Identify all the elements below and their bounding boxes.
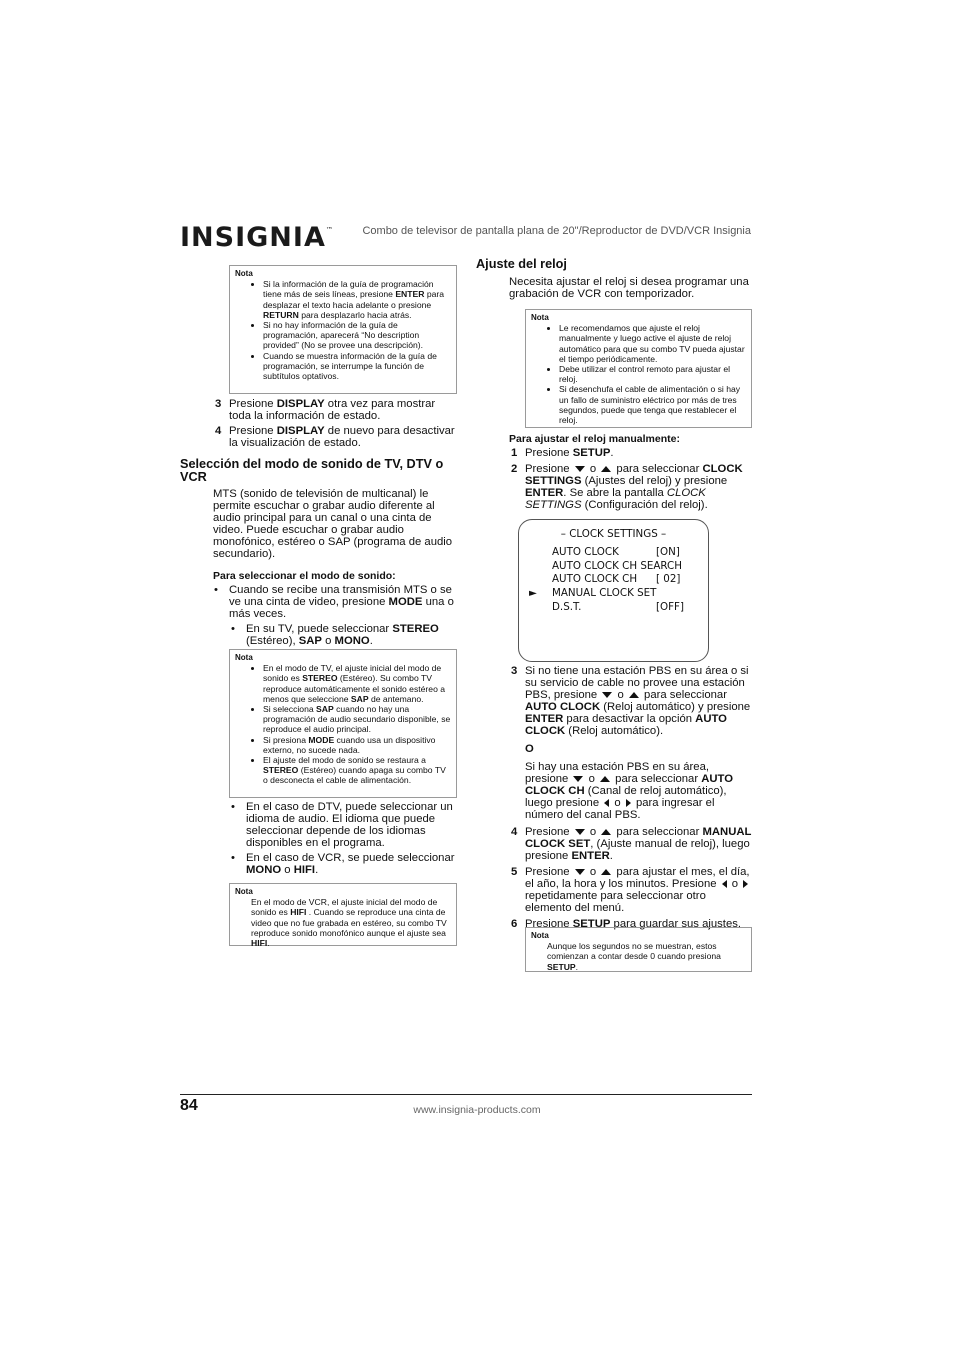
osd-value-dst: [OFF] bbox=[656, 601, 684, 613]
down-arrow-icon bbox=[602, 692, 612, 698]
clock-step-4: 4 Presione o para seleccionar MANUAL CLOCK SET, (Ajuste manual de reloj), luego presione ENTER. bbox=[511, 826, 752, 862]
step-3-display: 3 Presione DISPLAY otra vez para mostrar toda la información de estado. bbox=[215, 398, 436, 422]
sound-intro: MTS (sonido de televisión de multicanal) le permite escuchar o grabar audio diferente al audio principal para un canal o una cinta de video. Puede escuchar o grabar audio monofónico, estéreo o SAP (programa de audio secundario). bbox=[213, 488, 453, 560]
down-arrow-icon bbox=[573, 776, 583, 782]
osd-row-manual-clock-set: MANUAL CLOCK SET bbox=[552, 587, 657, 599]
note-seconds bbox=[525, 927, 752, 972]
clock-settings-screen bbox=[518, 519, 709, 662]
down-arrow-icon bbox=[575, 466, 585, 472]
left-arrow-icon bbox=[604, 799, 609, 807]
up-arrow-icon bbox=[601, 869, 611, 875]
osd-value-auto-clock: [ON] bbox=[656, 546, 680, 558]
down-arrow-icon bbox=[575, 829, 585, 835]
osd-row-auto-clock: AUTO CLOCK bbox=[552, 546, 619, 558]
clock-lead: Para ajustar el reloj manualmente: bbox=[509, 433, 680, 445]
clock-step-5: 5 Presione o para ajustar el mes, el día, el año, la hora y los minutos. Presione o repetidamente para seleccionar otro elemento del menú. bbox=[511, 866, 750, 914]
up-arrow-icon bbox=[601, 466, 611, 472]
section-heading-sound: Selección del modo de sonido de TV, DTV o VCR bbox=[180, 457, 444, 484]
clock-step-3-alt: Si hay una estación PBS en su área, presione o para seleccionar AUTO CLOCK CH (Canal de reloj automático), luego presione o para ingresar el número del canal PBS. bbox=[525, 761, 734, 821]
note-label: Nota bbox=[235, 269, 253, 278]
note-item: • El ajuste del modo de sonido se restaura a STEREO (Estéreo) cuando apaga su combo TV o desconecta el cable de alimentación. bbox=[263, 755, 451, 786]
clock-step-2: 2 Presione o para seleccionar CLOCK SETTINGS (Ajustes del reloj) y presione ENTER. Se abre la pantalla CLOCK SETTINGS (Configuración del reloj). bbox=[511, 463, 743, 511]
clock-step-6: 6 Presione SETUP para guardar sus ajustes. bbox=[511, 918, 742, 930]
note-clock bbox=[525, 309, 752, 428]
step-4-display: 4 Presione DISPLAY de nuevo para desactivar la visualización de estado. bbox=[215, 425, 455, 449]
bullet-mts: • Cuando se recibe una transmisión MTS o se ve una cinta de video, presione MODE una o más veces. bbox=[214, 584, 454, 620]
footer-url: www.insignia-products.com bbox=[413, 1104, 541, 1116]
note-item: • Si desenchufa el cable de alimentación o si hay un fallo de suministro eléctrico por más de tres segundos, puede que tenga que restablecer el reloj. bbox=[559, 384, 746, 425]
note-item: • Si presiona MODE cuando usa un dispositivo externo, no sucede nada. bbox=[263, 735, 451, 755]
page-number: 84 bbox=[180, 1097, 198, 1114]
bullet-tv-options: • En su TV, puede seleccionar STEREO (Estéreo), SAP o MONO. bbox=[231, 623, 439, 647]
bullet-vcr: • En el caso de VCR, se puede seleccionar MONO o HIFI. bbox=[231, 852, 455, 876]
note-item: • Cuando se muestra información de la guía de programación, se interrumpe la función de subtítulos optativos. bbox=[263, 351, 451, 382]
note-item: • En el modo de TV, el ajuste inicial del modo de sonido es STEREO (Estéreo). Su combo TV reproduce automáticamente el sonido estéreo a menos que seleccione SAP de antemano. bbox=[263, 663, 451, 704]
osd-row-dst: D.S.T. bbox=[552, 601, 582, 613]
up-arrow-icon bbox=[629, 692, 639, 698]
note-label: Nota bbox=[235, 887, 253, 896]
clock-intro: Necesita ajustar el reloj si desea programar una grabación de VCR con temporizador. bbox=[509, 276, 749, 300]
footer-rule bbox=[180, 1094, 752, 1095]
note-item: • Si selecciona SAP cuando no hay una programación de audio secundario disponible, se reproduce el audio principal. bbox=[263, 704, 451, 735]
osd-row-auto-clock-ch-search: AUTO CLOCK CH SEARCH bbox=[552, 560, 682, 572]
section-heading-clock: Ajuste del reloj bbox=[476, 257, 567, 271]
osd-value-auto-clock-ch: [ 02] bbox=[656, 573, 681, 585]
right-arrow-icon bbox=[626, 799, 631, 807]
osd-cursor-icon: ► bbox=[529, 587, 537, 599]
clock-step-3: 3 Si no tiene una estación PBS en su área o si su servicio de cable no provee una estación PBS, presione o para seleccionar AUTO CLOCK (Reloj automático) y presione ENTER para desactivar la opción AUTO CLOCK (Reloj automático). bbox=[511, 665, 751, 737]
osd-row-auto-clock-ch: AUTO CLOCK CH bbox=[552, 573, 638, 585]
down-arrow-icon bbox=[575, 869, 585, 875]
note-vcr bbox=[229, 883, 457, 949]
note-label: Nota bbox=[531, 931, 549, 940]
sound-lead: Para seleccionar el modo de sonido: bbox=[213, 570, 396, 582]
note-item: • Le recomendamos que ajuste el reloj manualmente y luego active el ajuste de reloj automático para que su combo TV pueda ajustar el tiempo periódicamente. bbox=[559, 323, 746, 364]
note-sound-mode bbox=[229, 649, 457, 798]
note-item: • Si la información de la guía de programación tiene más de seis líneas, presione ENTER para desplazar el texto hacia adelante o presione RETURN para desplazarlo hacia atrás. bbox=[263, 279, 451, 320]
bullet-dtv: • En el caso de DTV, puede seleccionar un idioma de audio. El idioma que puede seleccionar depende de los idiomas disponibles en el programa. bbox=[231, 801, 453, 849]
note-label: Nota bbox=[531, 313, 549, 322]
up-arrow-icon bbox=[601, 829, 611, 835]
header-title: Combo de televisor de pantalla plana de 20"/Reproductor de DVD/VCR Insignia bbox=[362, 225, 751, 237]
note-item: • Debe utilizar el control remoto para ajustar el reloj. bbox=[559, 364, 746, 384]
insignia-logo: INSIGNIA™ bbox=[180, 222, 333, 253]
note-item: • Si no hay información de la guía de programación, aparecerá “No description provided” (No se provee una descripción). bbox=[263, 320, 451, 351]
note-text: En el modo de VCR, el ajuste inicial del modo de sonido es HIFI . Cuando se reproduce una cinta de video que no fue grabada en estéreo, su combo TV reproduce sonido monofónico aunque el ajuste sea HIFI. bbox=[251, 897, 447, 949]
clock-step-1: 1 Presione SETUP. bbox=[511, 447, 614, 459]
or-separator: O bbox=[525, 743, 534, 755]
osd-title: – CLOCK SETTINGS – bbox=[560, 528, 667, 540]
note-label: Nota bbox=[235, 653, 253, 662]
up-arrow-icon bbox=[600, 776, 610, 782]
right-arrow-icon bbox=[743, 880, 748, 888]
left-arrow-icon bbox=[722, 880, 727, 888]
note-text: Aunque los segundos no se muestran, estos comienzan a contar desde 0 cuando presiona SETUP. bbox=[547, 941, 721, 972]
note-guide bbox=[229, 265, 457, 394]
